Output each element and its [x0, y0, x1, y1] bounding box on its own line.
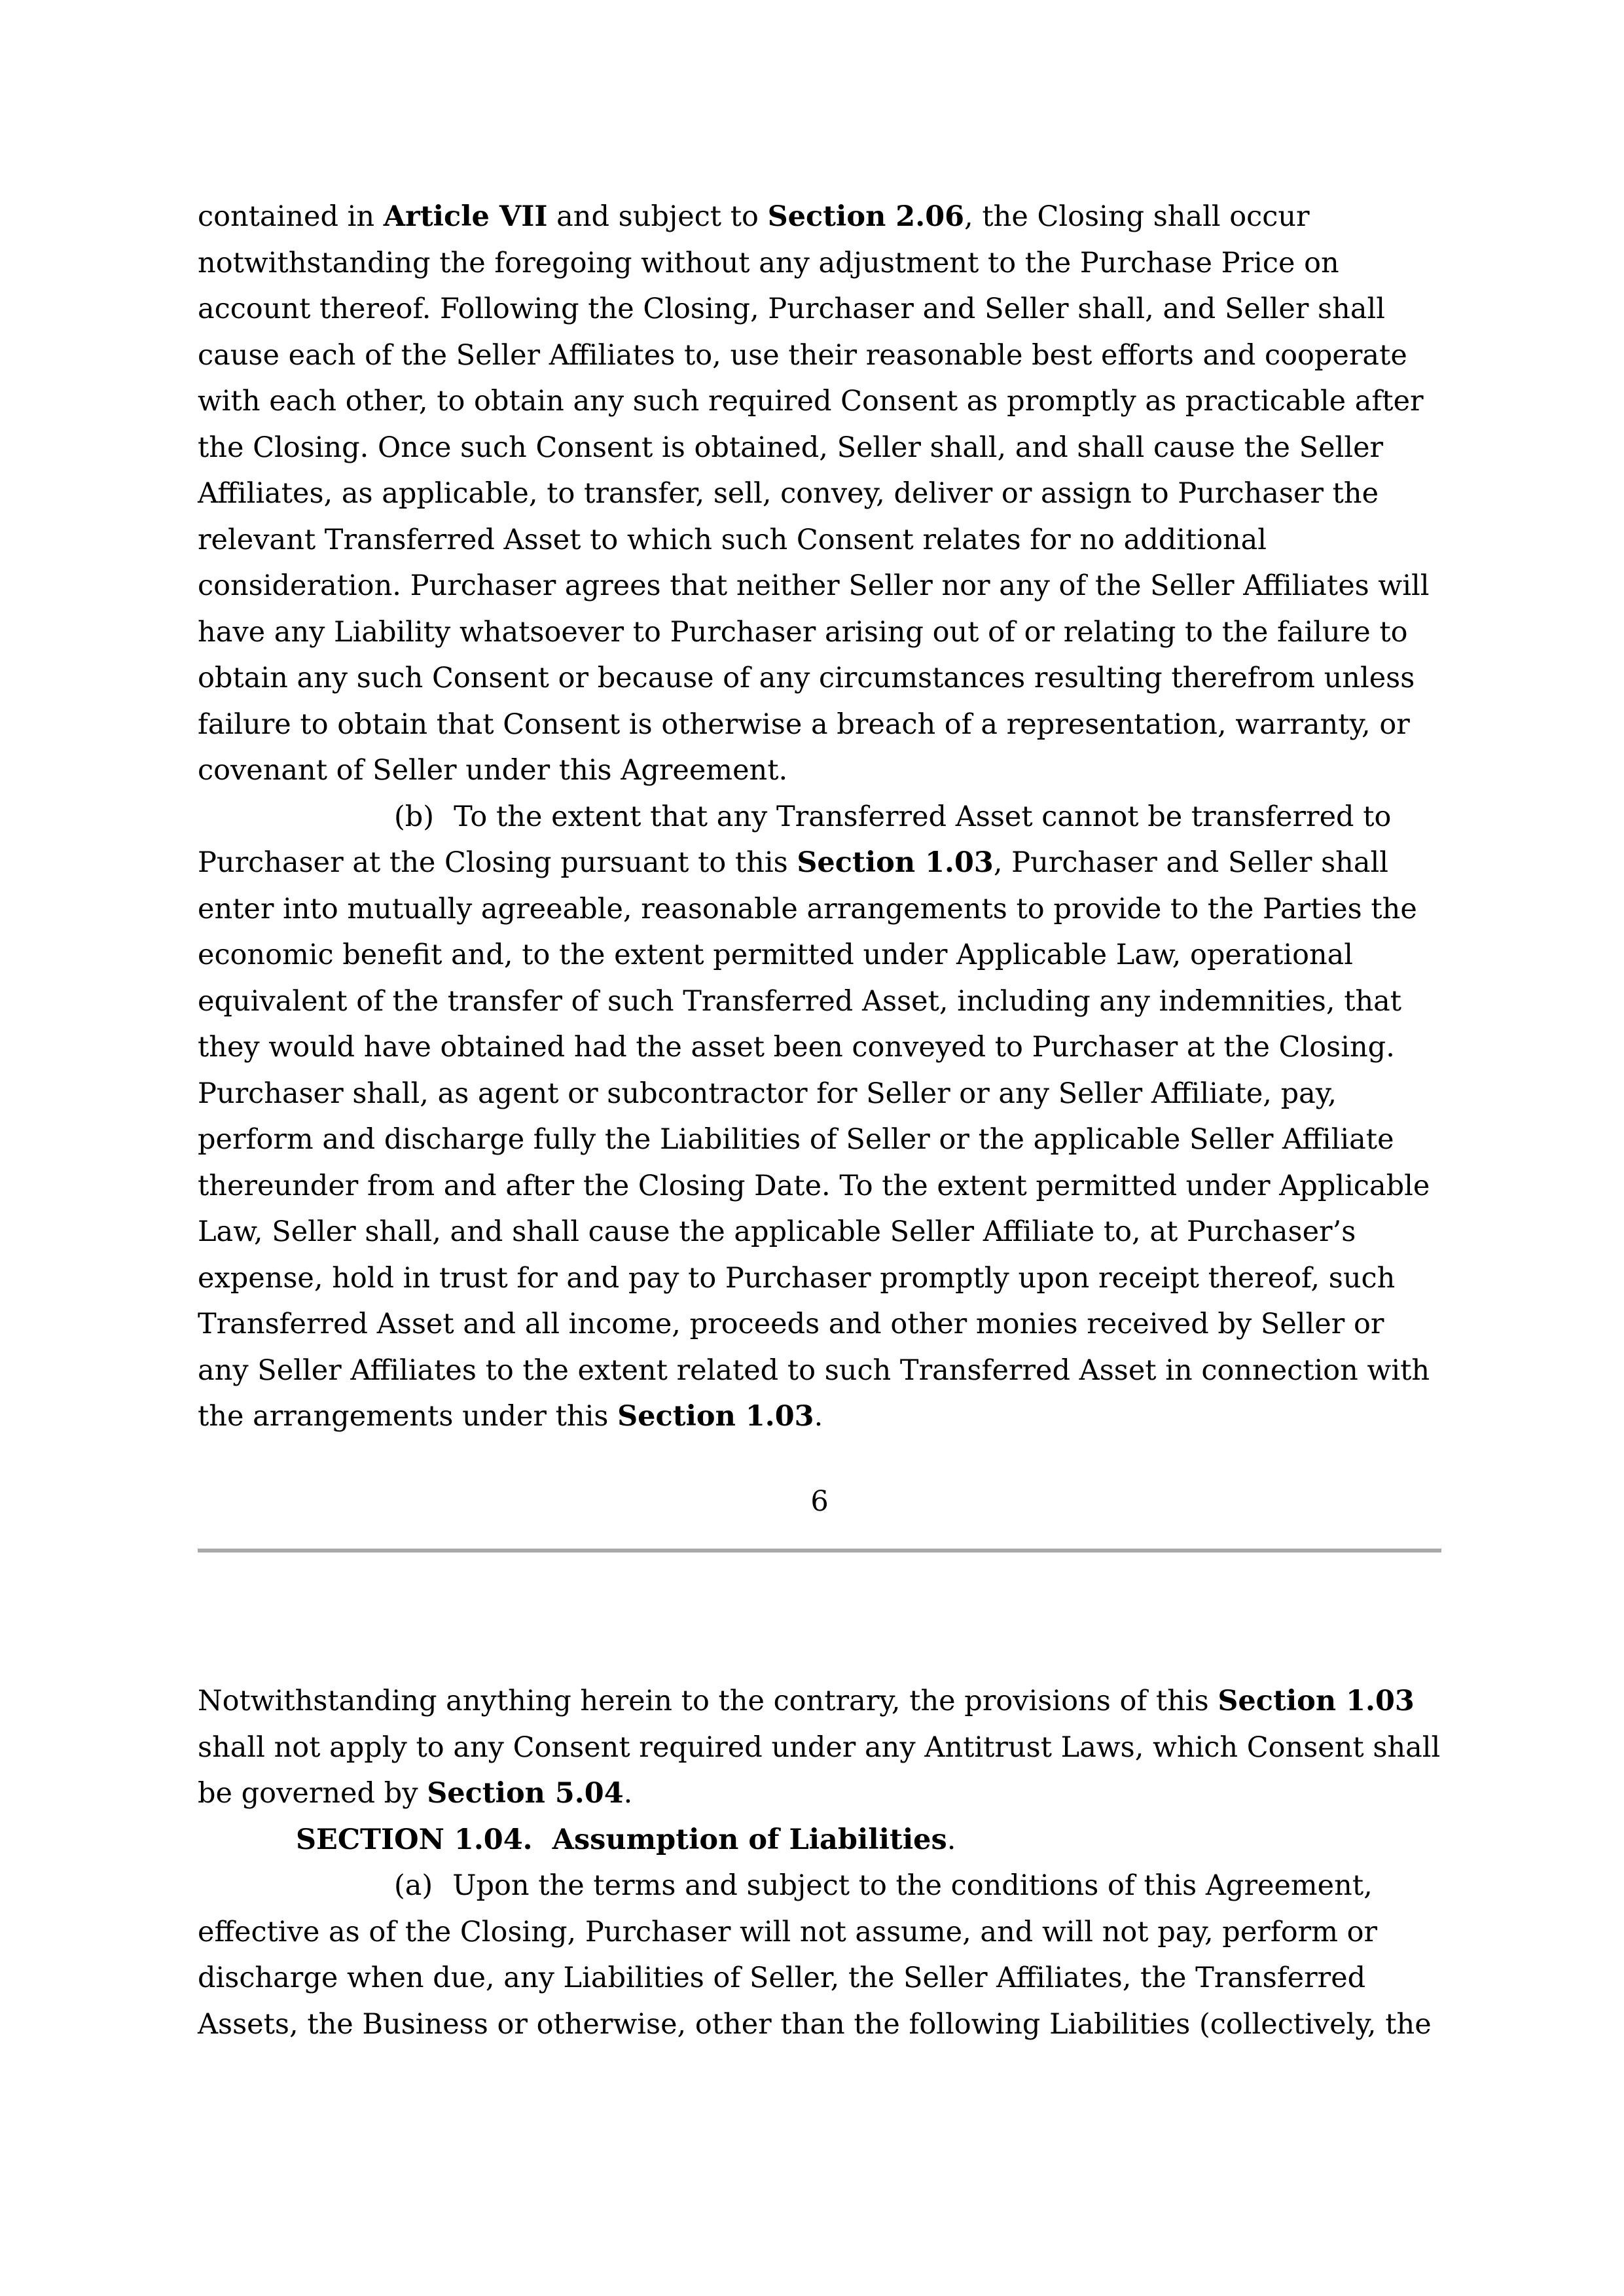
bold-reference-article-vii: Article VII	[383, 200, 548, 233]
page-6-body	[198, 194, 1441, 1440]
paragraph-subsection-b	[198, 794, 1441, 1440]
bold-reference-section-5-04: Section 5.04	[427, 1777, 624, 1810]
paragraph-subsection-a	[198, 1863, 1441, 2047]
subsection-label: (a)	[394, 1869, 433, 1902]
subsection-label: (b)	[394, 800, 435, 833]
text-run: .	[814, 1400, 823, 1433]
text-run: To the extent that any Transferred Asset cannot be transferred to Purchaser at the Closing pursuant to this	[198, 800, 1392, 879]
page-number: 6	[810, 1485, 829, 1518]
page-7-body	[198, 1678, 1441, 2047]
section-title: Assumption of Liabilities	[552, 1823, 947, 1856]
bold-reference-section-2-06: Section 2.06	[767, 200, 965, 233]
bold-reference-section-1-03: Section 1.03	[617, 1400, 814, 1433]
section-heading-1-04	[198, 1817, 1441, 1863]
text-run: Notwithstanding anything herein to the contrary, the provisions of this	[198, 1685, 1218, 1717]
text-run: and subject to	[547, 200, 768, 233]
paragraph-antitrust-exception	[198, 1678, 1441, 1817]
text-run: .	[623, 1777, 633, 1810]
page-break-divider	[198, 1549, 1441, 1552]
bold-reference-section-1-03: Section 1.03	[797, 846, 994, 879]
text-run: Upon the terms and subject to the conditions of this Agreement, effective as of the Closing, Purchaser will not assume, and will not pay, perform or discharge when due, any Liabilities of Seller, the Seller Affiliates, the Transferred Assets, the Business or otherwise, other than the following Liabilities (collectively, the	[198, 1869, 1432, 2041]
section-number: SECTION 1.04.	[296, 1823, 533, 1856]
paragraph-consent-continuation	[198, 194, 1441, 794]
text-run: shall not apply to any Consent required under any Antitrust Laws, which Consent shall be governed by	[198, 1731, 1441, 1810]
text-run: , Purchaser and Seller shall enter into mutually agreeable, reasonable arrangements to provide to the Parties the economic benefit and, to the extent permitted under Applicable Law, operational equivalent of the transfer of such Transferred Asset, including any indemnities, that they would have obtained had the asset been conveyed to Purchaser at the Closing. Purchaser shall, as agent or subcontractor for Seller or any Seller Affiliate, pay, perform and discharge fully the Liabilities of Seller or the applicable Seller Affiliate thereunder from and after the Closing Date. To the extent permitted under Applicable Law, Seller shall, and shall cause the applicable Seller Affiliate to, at Purchaser’s expense, hold in trust for and pay to Purchaser promptly upon receipt thereof, such Transferred Asset and all income, proceeds and other monies received by Seller or any Seller Affiliates to the extent related to such Transferred Asset in connection with the arrangements under this	[198, 846, 1430, 1433]
heading-period: .	[947, 1823, 956, 1856]
bold-reference-section-1-03: Section 1.03	[1218, 1685, 1415, 1717]
text-run: , the Closing shall occur notwithstanding the foregoing without any adjustment to the Purchase Price on account thereof. Following the Closing, Purchaser and Seller shall, and Seller shall cause each of the Seller Affiliates to, use their reasonable best efforts and cooperate with each other, to obtain any such required Consent as promptly as practicable after the Closing. Once such Consent is obtained, Seller shall, and shall cause the Seller Affiliates, as applicable, to transfer, sell, convey, deliver or assign to Purchaser the relevant Transferred Asset to which such Consent relates for no additional consideration. Purchaser agrees that neither Seller nor any of the Seller Affiliates will have any Liability whatsoever to Purchaser arising out of or relating to the failure to obtain any such Consent or because of any circumstances resulting therefrom unless failure to obtain that Consent is otherwise a breach of a representation, warranty, or covenant of Seller under this Agreement.	[198, 200, 1430, 787]
text-run: contained in	[198, 200, 384, 233]
